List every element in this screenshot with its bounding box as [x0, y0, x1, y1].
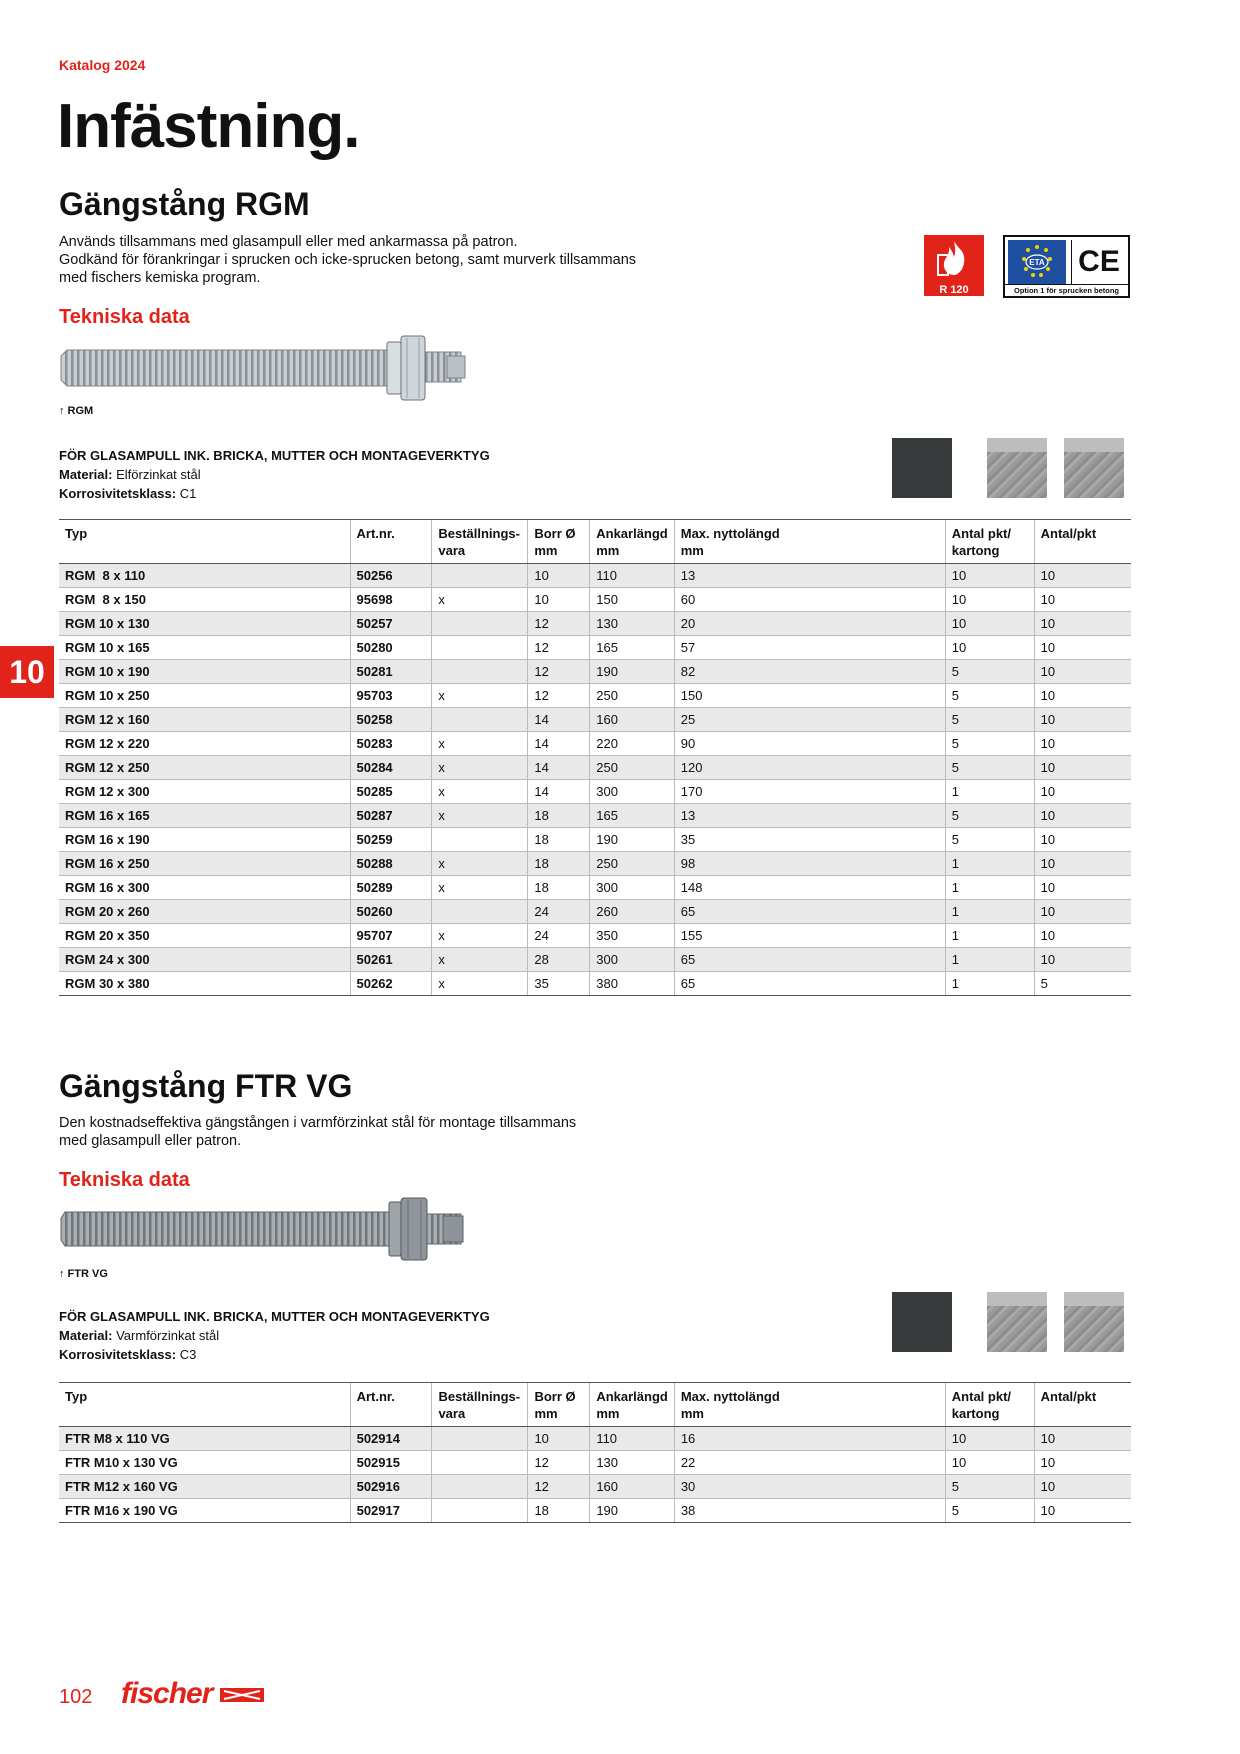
col-max-nyttolangd-header: Max. nyttolängd mm [674, 520, 945, 564]
col-max-nyttolangd-cell: 22 [674, 1451, 945, 1475]
col-borr-cell: 18 [528, 1499, 590, 1523]
table-row [59, 852, 1131, 876]
col-antal-pkt-kartong-header: Antal pkt/ kartong [945, 520, 1034, 564]
col-antal-pkt-kartong-cell: 5 [945, 708, 1034, 732]
col-antal-pkt-cell: 10 [1034, 684, 1131, 708]
table-row [59, 732, 1131, 756]
col-art-nr-cell: 95707 [350, 924, 432, 948]
table-row [59, 876, 1131, 900]
col-antal-pkt-kartong-cell: 5 [945, 732, 1034, 756]
col-typ-cell: RGM 10 x 190 [59, 660, 350, 684]
material-label: Material: [59, 467, 113, 482]
col-typ-cell: RGM 10 x 130 [59, 612, 350, 636]
col-max-nyttolangd-cell: 16 [674, 1427, 945, 1451]
catalog-label: Katalog 2024 [59, 57, 146, 73]
table-row [59, 612, 1131, 636]
brand-mark-icon [220, 1687, 264, 1703]
col-max-nyttolangd-cell: 20 [674, 612, 945, 636]
corrosion-label: Korrosivitetsklass: [59, 1347, 177, 1362]
col-bestallningsvara-cell: x [432, 780, 528, 804]
col-antal-pkt-kartong-cell: 10 [945, 564, 1034, 588]
col-max-nyttolangd-cell: 65 [674, 972, 945, 996]
svg-text:ETA: ETA [1029, 258, 1045, 267]
col-typ-cell: RGM 16 x 165 [59, 804, 350, 828]
material-swatch-cracked-concrete [987, 438, 1047, 498]
table-row [59, 588, 1131, 612]
col-typ-cell: RGM 8 x 110 [59, 564, 350, 588]
col-borr-cell: 12 [528, 1451, 590, 1475]
col-bestallningsvara-cell: x [432, 948, 528, 972]
col-ankarlangd-header: Ankarlängd mm [590, 520, 675, 564]
col-max-nyttolangd-cell: 150 [674, 684, 945, 708]
col-antal-pkt-cell: 10 [1034, 804, 1131, 828]
col-bestallningsvara-cell [432, 900, 528, 924]
col-antal-pkt-cell: 10 [1034, 564, 1131, 588]
col-borr-cell: 14 [528, 708, 590, 732]
spec-title: FÖR GLASAMPULL INK. BRICKA, MUTTER OCH MONTAGEVERKTYG [59, 448, 490, 463]
col-ankarlangd-cell: 150 [590, 588, 675, 612]
col-antal-pkt-kartong-cell: 1 [945, 780, 1034, 804]
page-title: Infästning. [57, 92, 360, 161]
col-antal-pkt-cell: 10 [1034, 732, 1131, 756]
col-antal-pkt-kartong-cell: 1 [945, 852, 1034, 876]
col-borr-cell: 14 [528, 732, 590, 756]
col-max-nyttolangd-header: Max. nyttolängd mm [674, 1383, 945, 1427]
col-antal-pkt-kartong-cell: 1 [945, 876, 1034, 900]
col-ankarlangd-cell: 380 [590, 972, 675, 996]
col-art-nr-cell: 95698 [350, 588, 432, 612]
col-borr-cell: 24 [528, 900, 590, 924]
col-max-nyttolangd-cell: 35 [674, 828, 945, 852]
col-antal-pkt-kartong-cell: 10 [945, 636, 1034, 660]
table-row [59, 828, 1131, 852]
material-swatch-steel-2 [892, 1292, 952, 1352]
col-max-nyttolangd-cell: 98 [674, 852, 945, 876]
col-ankarlangd-cell: 300 [590, 780, 675, 804]
col-typ-header: Typ [59, 1383, 350, 1427]
col-max-nyttolangd-cell: 65 [674, 900, 945, 924]
col-bestallningsvara-cell: x [432, 876, 528, 900]
col-ankarlangd-cell: 250 [590, 756, 675, 780]
col-antal-pkt-header: Antal/pkt [1034, 520, 1131, 564]
col-bestallningsvara-cell [432, 612, 528, 636]
eta-icon [1008, 240, 1066, 284]
material-swatch-concrete [1064, 438, 1124, 498]
col-art-nr-cell: 50260 [350, 900, 432, 924]
col-antal-pkt-kartong-cell: 1 [945, 972, 1034, 996]
certification-badge [1003, 235, 1130, 298]
table-row [59, 1427, 1131, 1451]
col-antal-pkt-cell: 10 [1034, 1451, 1131, 1475]
table-row [59, 708, 1131, 732]
col-art-nr-cell: 50280 [350, 636, 432, 660]
col-ankarlangd-header: Ankarlängd mm [590, 1383, 675, 1427]
col-antal-pkt-cell: 10 [1034, 612, 1131, 636]
col-typ-cell: RGM 12 x 300 [59, 780, 350, 804]
col-typ-cell: FTR M16 x 190 VG [59, 1499, 350, 1523]
table-row [59, 900, 1131, 924]
col-art-nr-cell: 502915 [350, 1451, 432, 1475]
col-ankarlangd-cell: 260 [590, 900, 675, 924]
col-ankarlangd-cell: 110 [590, 1427, 675, 1451]
image-caption-ftr: ↑ FTR VG [59, 1268, 108, 1280]
col-antal-pkt-cell: 10 [1034, 876, 1131, 900]
col-borr-cell: 35 [528, 972, 590, 996]
col-ankarlangd-cell: 160 [590, 708, 675, 732]
tech-data-heading-rgm: Tekniska data [59, 306, 190, 328]
col-art-nr-cell: 50256 [350, 564, 432, 588]
col-antal-pkt-cell: 10 [1034, 828, 1131, 852]
col-borr-cell: 24 [528, 924, 590, 948]
col-art-nr-cell: 50288 [350, 852, 432, 876]
col-art-nr-cell: 50261 [350, 948, 432, 972]
col-typ-cell: RGM 12 x 160 [59, 708, 350, 732]
col-typ-cell: FTR M10 x 130 VG [59, 1451, 350, 1475]
col-typ-cell: RGM 30 x 380 [59, 972, 350, 996]
col-antal-pkt-kartong-cell: 5 [945, 1475, 1034, 1499]
section-description-rgm: Används tillsammans med glasampull eller med ankarmassa på patron. Godkänd för förankringar i sprucken och icke-sprucken betong, samt murverk tillsammans med fischers kemiska program. [59, 234, 637, 286]
col-ankarlangd-cell: 250 [590, 852, 675, 876]
col-ankarlangd-cell: 130 [590, 612, 675, 636]
section-title-ftr: Gängstång FTR VG [59, 1068, 353, 1104]
col-borr-header: Borr Ø mm [528, 1383, 590, 1427]
col-antal-pkt-cell: 10 [1034, 1475, 1131, 1499]
col-bestallningsvara-cell [432, 564, 528, 588]
col-bestallningsvara-cell [432, 708, 528, 732]
fire-rating-label: R 120 [939, 284, 969, 296]
col-art-nr-cell: 50281 [350, 660, 432, 684]
table-row [59, 1451, 1131, 1475]
tech-data-heading-ftr: Tekniska data [59, 1169, 190, 1191]
col-art-nr-cell: 502914 [350, 1427, 432, 1451]
col-borr-cell: 14 [528, 756, 590, 780]
col-antal-pkt-kartong-cell: 5 [945, 828, 1034, 852]
col-antal-pkt-cell: 10 [1034, 1427, 1131, 1451]
ftr-product-image [59, 1196, 469, 1266]
col-art-nr-cell: 502917 [350, 1499, 432, 1523]
col-antal-pkt-cell: 10 [1034, 756, 1131, 780]
spec-block-ftr [59, 1307, 490, 1364]
col-max-nyttolangd-cell: 30 [674, 1475, 945, 1499]
spec-title: FÖR GLASAMPULL INK. BRICKA, MUTTER OCH MONTAGEVERKTYG [59, 1309, 490, 1324]
table-row [59, 636, 1131, 660]
col-bestallningsvara-header: Beställnings- vara [432, 1383, 528, 1427]
col-ankarlangd-cell: 190 [590, 1499, 675, 1523]
col-max-nyttolangd-cell: 57 [674, 636, 945, 660]
col-borr-cell: 12 [528, 636, 590, 660]
col-ankarlangd-cell: 190 [590, 828, 675, 852]
col-typ-cell: RGM 20 x 350 [59, 924, 350, 948]
col-antal-pkt-header: Antal/pkt [1034, 1383, 1131, 1427]
table-row [59, 660, 1131, 684]
col-borr-cell: 12 [528, 660, 590, 684]
col-antal-pkt-cell: 10 [1034, 1499, 1131, 1523]
table-row [59, 780, 1131, 804]
col-bestallningsvara-cell: x [432, 756, 528, 780]
col-bestallningsvara-cell [432, 828, 528, 852]
col-typ-cell: RGM 16 x 190 [59, 828, 350, 852]
col-max-nyttolangd-cell: 155 [674, 924, 945, 948]
section-title-rgm: Gängstång RGM [59, 186, 310, 222]
col-typ-cell: RGM 16 x 300 [59, 876, 350, 900]
page-number: 102 [59, 1686, 93, 1708]
col-typ-header: Typ [59, 520, 350, 564]
col-borr-cell: 12 [528, 612, 590, 636]
col-ankarlangd-cell: 220 [590, 732, 675, 756]
col-typ-cell: RGM 12 x 220 [59, 732, 350, 756]
col-antal-pkt-kartong-cell: 1 [945, 948, 1034, 972]
col-art-nr-header: Art.nr. [350, 520, 432, 564]
corrosion-value: C3 [179, 1347, 197, 1362]
chapter-tab: 10 [0, 646, 54, 698]
section-description-ftr: Den kostnadseffektiva gängstången i varmförzinkat stål för montage tillsammans med glasampull eller patron. [59, 1115, 577, 1149]
col-antal-pkt-kartong-cell: 1 [945, 924, 1034, 948]
table-row [59, 684, 1131, 708]
col-antal-pkt-kartong-cell: 5 [945, 804, 1034, 828]
fischer-logo [121, 1677, 264, 1711]
col-ankarlangd-cell: 300 [590, 948, 675, 972]
table-row [59, 972, 1131, 996]
rgm-table [59, 519, 1131, 996]
image-caption-rgm: ↑ RGM [59, 405, 94, 417]
col-antal-pkt-cell: 10 [1034, 948, 1131, 972]
col-antal-pkt-kartong-cell: 5 [945, 756, 1034, 780]
col-art-nr-cell: 50259 [350, 828, 432, 852]
table-row [59, 564, 1131, 588]
col-ankarlangd-cell: 350 [590, 924, 675, 948]
col-borr-header: Borr Ø mm [528, 520, 590, 564]
col-antal-pkt-kartong-cell: 5 [945, 660, 1034, 684]
col-borr-cell: 14 [528, 780, 590, 804]
material-value: Varmförzinkat stål [116, 1328, 220, 1343]
col-typ-cell: RGM 10 x 250 [59, 684, 350, 708]
col-bestallningsvara-cell [432, 1451, 528, 1475]
material-swatch-steel [892, 438, 952, 498]
col-bestallningsvara-cell: x [432, 972, 528, 996]
table-row [59, 1499, 1131, 1523]
col-typ-cell: RGM 10 x 165 [59, 636, 350, 660]
col-bestallningsvara-cell [432, 636, 528, 660]
col-borr-cell: 18 [528, 876, 590, 900]
col-bestallningsvara-cell [432, 1499, 528, 1523]
col-antal-pkt-kartong-cell: 1 [945, 900, 1034, 924]
table-row [59, 924, 1131, 948]
col-borr-cell: 18 [528, 804, 590, 828]
table-row [59, 1475, 1131, 1499]
col-art-nr-cell: 50262 [350, 972, 432, 996]
col-bestallningsvara-cell [432, 1475, 528, 1499]
corrosion-label: Korrosivitetsklass: [59, 486, 177, 501]
col-max-nyttolangd-cell: 90 [674, 732, 945, 756]
spec-block-rgm [59, 446, 490, 503]
col-antal-pkt-cell: 10 [1034, 636, 1131, 660]
col-art-nr-cell: 50283 [350, 732, 432, 756]
col-bestallningsvara-cell [432, 660, 528, 684]
col-typ-cell: RGM 12 x 250 [59, 756, 350, 780]
rgm-product-image [59, 334, 469, 404]
col-bestallningsvara-cell: x [432, 732, 528, 756]
col-ankarlangd-cell: 160 [590, 1475, 675, 1499]
corrosion-value: C1 [179, 486, 197, 501]
col-art-nr-cell: 502916 [350, 1475, 432, 1499]
col-borr-cell: 10 [528, 564, 590, 588]
col-art-nr-cell: 95703 [350, 684, 432, 708]
col-bestallningsvara-cell: x [432, 924, 528, 948]
material-label: Material: [59, 1328, 113, 1343]
col-antal-pkt-kartong-cell: 5 [945, 684, 1034, 708]
col-antal-pkt-cell: 10 [1034, 708, 1131, 732]
col-typ-cell: RGM 8 x 150 [59, 588, 350, 612]
col-ankarlangd-cell: 165 [590, 804, 675, 828]
col-art-nr-header: Art.nr. [350, 1383, 432, 1427]
col-ankarlangd-cell: 250 [590, 684, 675, 708]
col-art-nr-cell: 50258 [350, 708, 432, 732]
col-bestallningsvara-cell [432, 1427, 528, 1451]
option-label: Option 1 för sprucken betong [1005, 284, 1128, 297]
col-borr-cell: 12 [528, 684, 590, 708]
col-art-nr-cell: 50284 [350, 756, 432, 780]
col-max-nyttolangd-cell: 60 [674, 588, 945, 612]
col-typ-cell: FTR M12 x 160 VG [59, 1475, 350, 1499]
col-bestallningsvara-cell: x [432, 588, 528, 612]
col-antal-pkt-cell: 10 [1034, 852, 1131, 876]
col-antal-pkt-cell: 10 [1034, 924, 1131, 948]
col-borr-cell: 10 [528, 1427, 590, 1451]
col-bestallningsvara-header: Beställnings- vara [432, 520, 528, 564]
col-antal-pkt-cell: 5 [1034, 972, 1131, 996]
col-max-nyttolangd-cell: 25 [674, 708, 945, 732]
col-antal-pkt-kartong-cell: 10 [945, 1427, 1034, 1451]
col-typ-cell: RGM 20 x 260 [59, 900, 350, 924]
col-max-nyttolangd-cell: 38 [674, 1499, 945, 1523]
col-art-nr-cell: 50257 [350, 612, 432, 636]
col-antal-pkt-cell: 10 [1034, 780, 1131, 804]
col-max-nyttolangd-cell: 120 [674, 756, 945, 780]
col-antal-pkt-kartong-cell: 5 [945, 1499, 1034, 1523]
col-antal-pkt-cell: 10 [1034, 900, 1131, 924]
col-art-nr-cell: 50287 [350, 804, 432, 828]
col-antal-pkt-kartong-header: Antal pkt/ kartong [945, 1383, 1034, 1427]
col-borr-cell: 18 [528, 852, 590, 876]
col-antal-pkt-cell: 10 [1034, 588, 1131, 612]
col-typ-cell: FTR M8 x 110 VG [59, 1427, 350, 1451]
material-swatch-cracked-concrete-2 [987, 1292, 1047, 1352]
col-art-nr-cell: 50289 [350, 876, 432, 900]
col-borr-cell: 10 [528, 588, 590, 612]
col-antal-pkt-cell: 10 [1034, 660, 1131, 684]
table-row [59, 804, 1131, 828]
col-borr-cell: 12 [528, 1475, 590, 1499]
fire-icon [924, 235, 984, 279]
table-row [59, 756, 1131, 780]
col-typ-cell: RGM 24 x 300 [59, 948, 350, 972]
col-ankarlangd-cell: 130 [590, 1451, 675, 1475]
col-bestallningsvara-cell: x [432, 804, 528, 828]
col-borr-cell: 28 [528, 948, 590, 972]
col-ankarlangd-cell: 165 [590, 636, 675, 660]
col-borr-cell: 18 [528, 828, 590, 852]
col-bestallningsvara-cell: x [432, 852, 528, 876]
col-max-nyttolangd-cell: 148 [674, 876, 945, 900]
col-ankarlangd-cell: 300 [590, 876, 675, 900]
col-max-nyttolangd-cell: 65 [674, 948, 945, 972]
col-typ-cell: RGM 16 x 250 [59, 852, 350, 876]
col-antal-pkt-kartong-cell: 10 [945, 1451, 1034, 1475]
material-swatch-concrete-2 [1064, 1292, 1124, 1352]
col-ankarlangd-cell: 190 [590, 660, 675, 684]
table-row [59, 948, 1131, 972]
col-max-nyttolangd-cell: 170 [674, 780, 945, 804]
col-max-nyttolangd-cell: 82 [674, 660, 945, 684]
col-max-nyttolangd-cell: 13 [674, 564, 945, 588]
brand-name: fischer [121, 1677, 213, 1710]
col-art-nr-cell: 50285 [350, 780, 432, 804]
col-antal-pkt-kartong-cell: 10 [945, 588, 1034, 612]
ce-mark-icon: CE [1071, 240, 1126, 284]
ftr-table [59, 1382, 1131, 1523]
col-antal-pkt-kartong-cell: 10 [945, 612, 1034, 636]
col-max-nyttolangd-cell: 13 [674, 804, 945, 828]
fire-rating-badge [924, 235, 984, 296]
col-ankarlangd-cell: 110 [590, 564, 675, 588]
material-value: Elförzinkat stål [116, 467, 201, 482]
col-bestallningsvara-cell: x [432, 684, 528, 708]
